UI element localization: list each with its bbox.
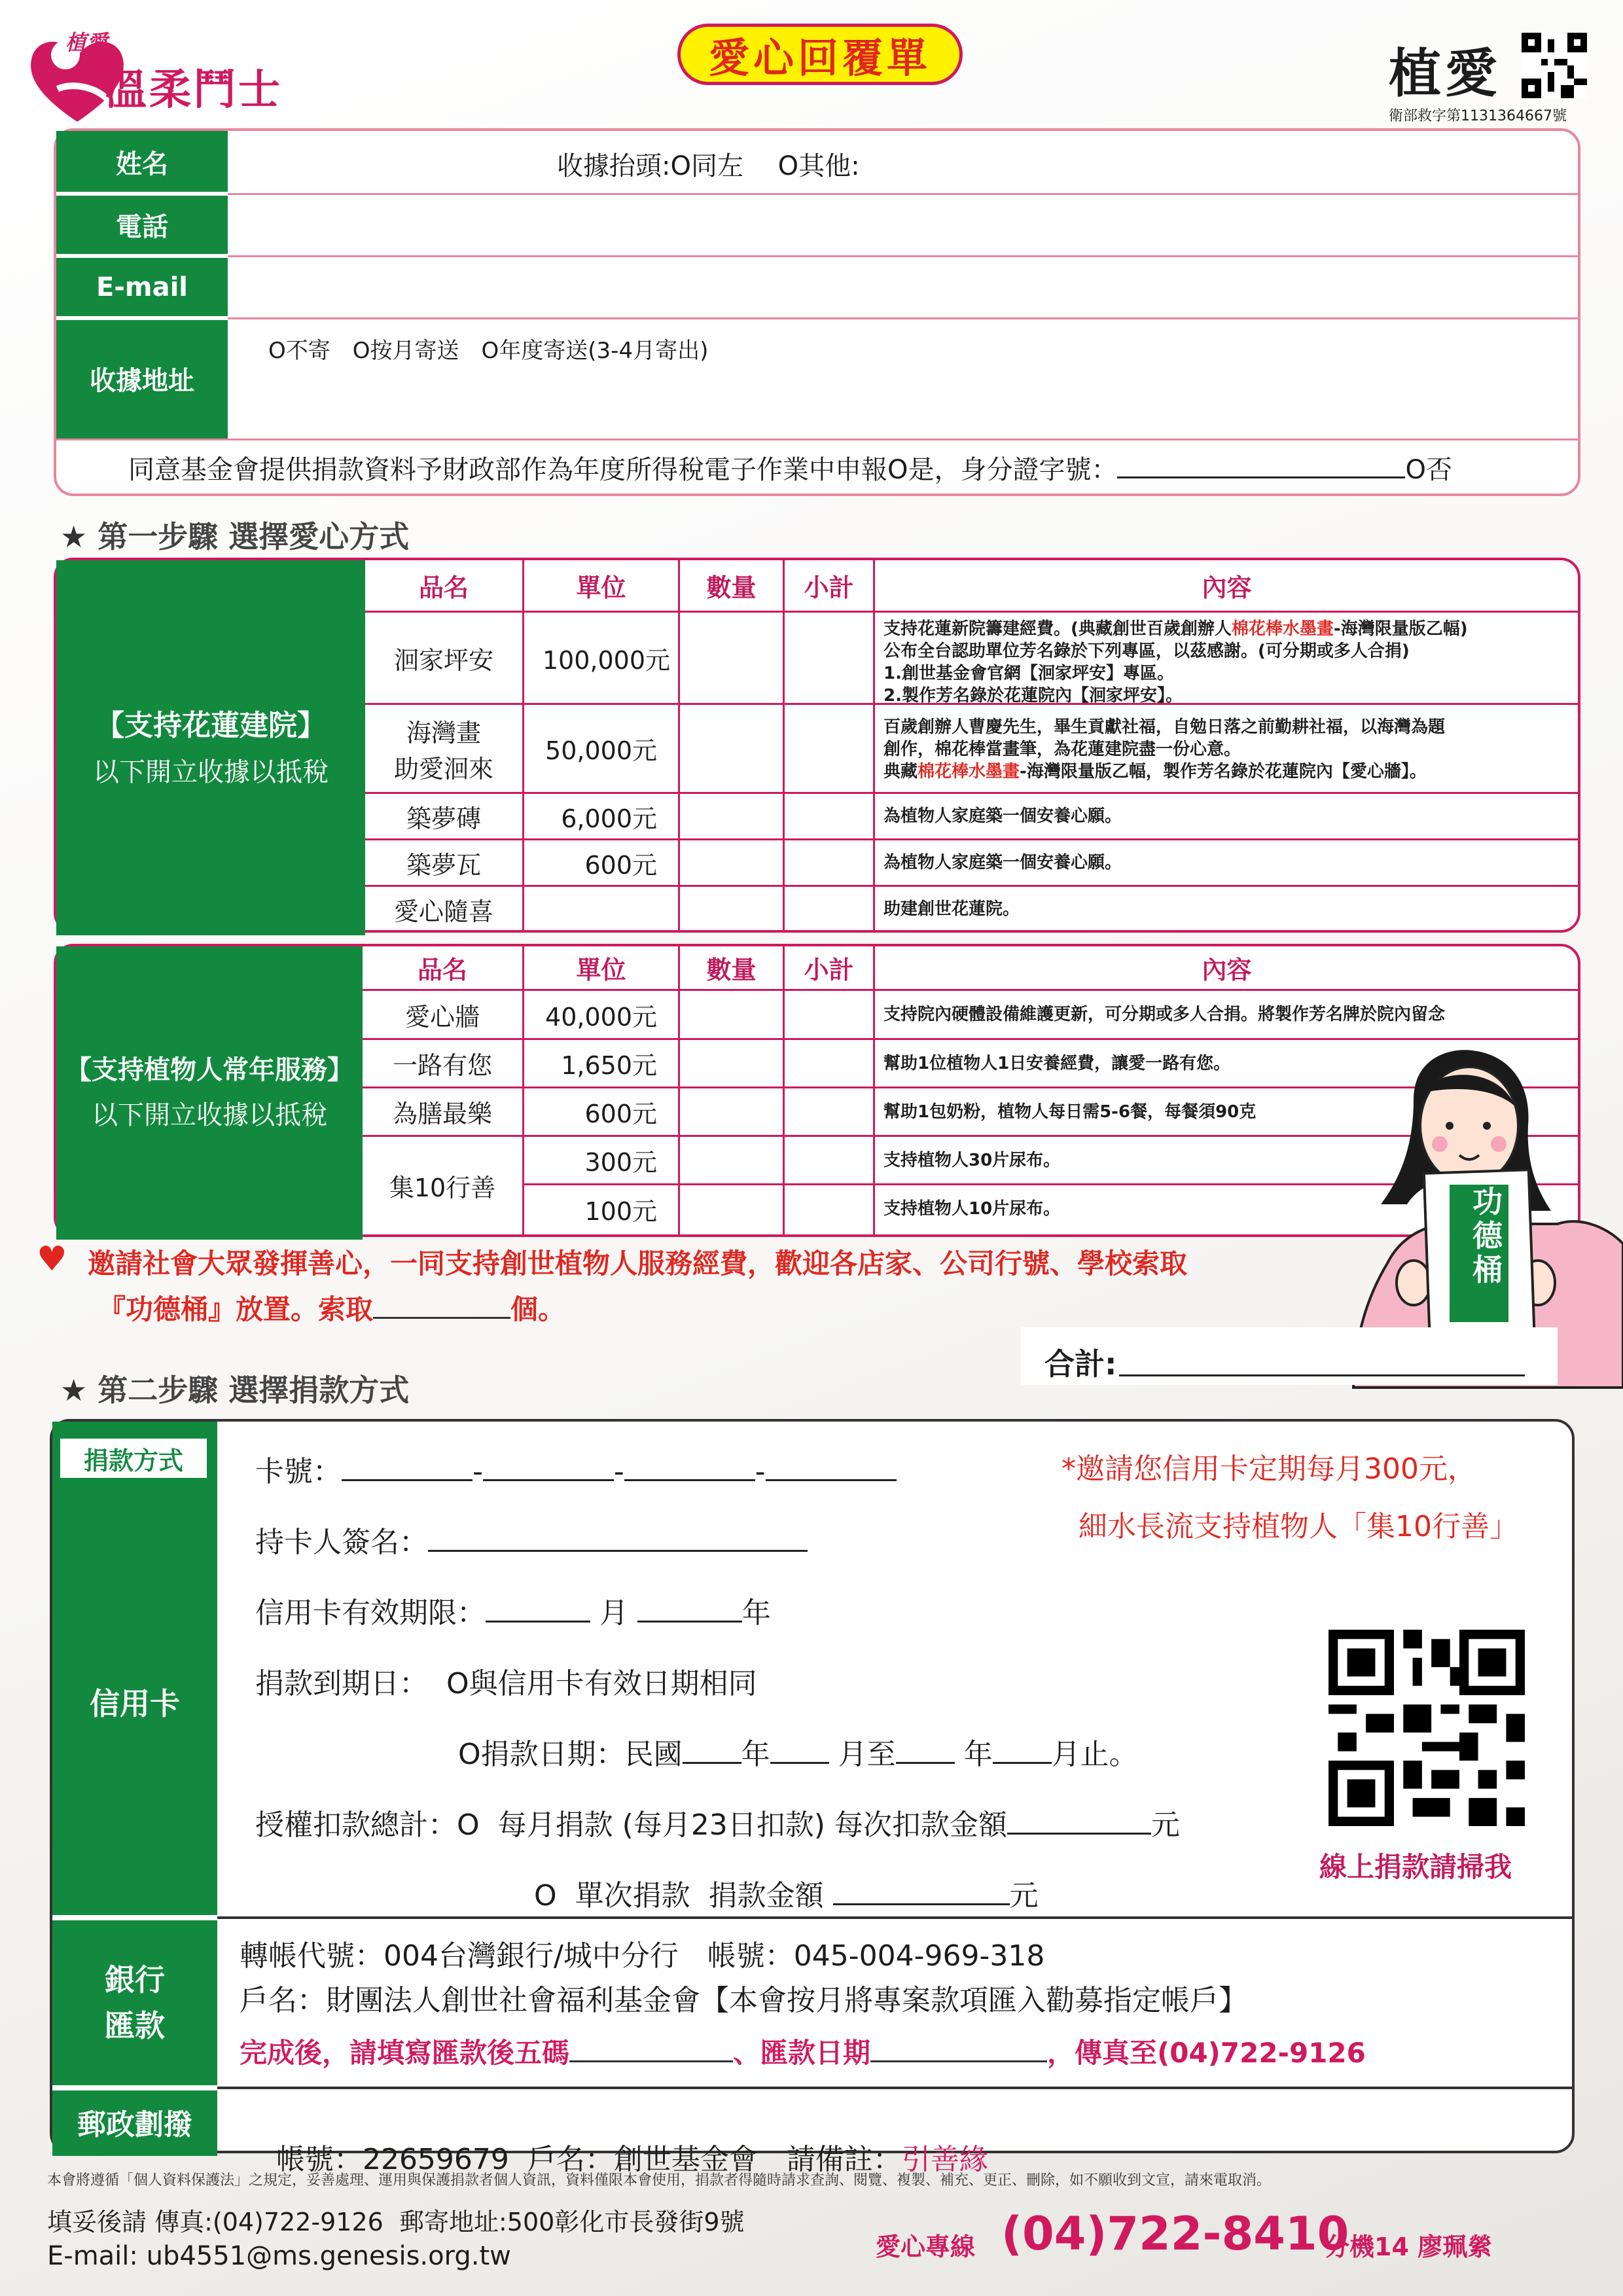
header-qty: 數量 [706,573,757,602]
item-unit: 6,000元 [561,804,657,833]
header-unit: 單位 [576,956,626,984]
item-unit: 100元 [584,1196,657,1226]
email-field[interactable] [230,257,1578,317]
card-number-row: 卡號： - - - [255,1448,897,1490]
content-text: 2.製作芳名錄於花蓮院內【洄家坪安】。 [883,686,1183,706]
until-end-month-field[interactable] [993,1740,1052,1764]
star-icon: ★ [60,1372,88,1408]
promo-line2: 細水長流支持植物人「集10行善」 [1079,1510,1518,1543]
section2-label [56,946,363,1234]
until-date-label: O捐款日期：民國 [458,1738,683,1771]
hotline-number: (04)722-8410 [1001,2207,1349,2261]
bank-label-line2: 匯款 [105,2008,165,2043]
step1-title-text: 第一步驟 選擇愛心方式 [98,519,410,554]
step2-title-text: 第二步驟 選擇捐款方式 [98,1372,410,1408]
holder-signature-field[interactable] [428,1528,808,1552]
item-name: 集10行善 [389,1173,496,1202]
qty-field[interactable] [680,1040,783,1086]
privacy-notice: 本會將遵循「個人資料保護法」之規定，妥善處理、運用與保護捐款者個人資訊，資料僅限本會使用，捐款者得隨時請求查詢、閱覽、複製、補充、更正、刪除，如不願收到文宣，請來電取消。 [47,2172,1272,2189]
content-text: 支持花蓮新院籌建經費。(典藏創世百歲創辦人 [883,619,1232,639]
item-name: 築夢瓦 [406,850,481,880]
qty-field[interactable] [680,887,783,931]
section2-label-line1: 【支持植物人常年服務】 [65,1055,353,1085]
qr-label: 線上捐款請掃我 [1319,1851,1512,1883]
subtotal-field[interactable] [785,794,873,838]
address-options[interactable]: O不寄 O按月寄送 O年度寄送(3-4月寄出) [268,338,709,364]
item-content: 幫助1包奶粉，植物人每日需5-6餐，每餐須90克 [883,1102,1257,1122]
item-name: 愛心牆 [404,1002,480,1031]
page-title-text: 愛心回覆單 [708,33,931,82]
item-unit: 300元 [584,1148,657,1177]
item-unit: 1,650元 [561,1051,657,1080]
item-unit: 40,000元 [545,1002,657,1031]
tax-consent [128,449,1452,486]
tax-consent-no[interactable]: O否 [1405,455,1452,485]
header-name: 品名 [418,573,469,602]
remit-date-field[interactable] [870,2038,1047,2062]
remit-text: 完成後，請填寫匯款後五碼 [240,2037,570,2069]
header-subtotal: 小計 [804,956,854,984]
section1-label-line2: 以下開立收據以抵稅 [93,757,329,787]
monthly-amount-field[interactable] [1007,1810,1151,1835]
yuan-label: 元 [1009,1879,1039,1912]
invite-line2 [98,1288,565,1327]
until-end-year-field[interactable] [896,1740,955,1764]
postal-label: 郵政劃撥 [77,2108,192,2142]
content-text: 公布全台認助單位芳名錄於下列專區，以茲感謝。(可分期或多人合捐) [883,641,1410,661]
invite-line2-text: 『功德桶』放置。索取 [98,1293,374,1325]
item-name [365,705,522,792]
subtotal-field[interactable] [785,887,873,931]
expiry-month-field[interactable] [486,1598,590,1623]
promo-line1: *邀請您信用卡定期每月300元， [1061,1452,1476,1486]
subtotal-field[interactable] [785,1088,873,1135]
section1-label [56,560,365,930]
phone-label: 電話 [116,212,168,242]
content-text: -海灣限量版乙幅，製作芳名錄於花蓮院內【愛心牆】。 [1020,762,1427,781]
total-field[interactable] [1119,1374,1525,1376]
until-year-label: 年 [963,1738,993,1771]
item-content: 為植物人家庭築一個安養心願。 [883,853,1122,872]
total-label: 合計: [1044,1346,1117,1382]
item-content [883,618,1577,707]
name-field[interactable] [230,131,1578,193]
logo [25,24,300,128]
expiry-label: 信用卡有效期限： [255,1596,486,1630]
header-content: 內容 [1202,956,1252,984]
expiry-year-field[interactable] [637,1598,742,1623]
qty-field[interactable] [680,1088,783,1135]
receipt-title-option[interactable]: 收據抬頭:O同左 O其他: [557,151,860,181]
step2-title [60,1367,409,1410]
name-label: 姓名 [116,149,168,179]
until-option-same[interactable]: 捐款到期日： O與信用卡有效日期相同 [255,1667,757,1700]
item-name: 為膳最樂 [392,1100,492,1128]
auth-monthly-option[interactable] [255,1801,1180,1843]
donation-qr-code-icon[interactable] [1329,1630,1525,1826]
item-name: 愛心隨喜 [393,897,493,926]
heart-icon: ♥ [37,1240,67,1279]
postal-text: 帳號：22659679 戶名：創世基金會 請備註： [276,2143,902,2176]
bank-remit-instruction [240,2032,1366,2071]
top-right-brand: 植愛 [1389,43,1501,104]
subtotal-field[interactable] [785,1040,873,1086]
content-text: 1.創世基金會官網【洄家坪安】專區。 [883,664,1174,683]
item-content: 幫助1位植物人1日安養經費，讓愛一路有您。 [883,1053,1231,1073]
subtotal-field[interactable] [785,613,873,703]
invite-line2-end: 個。 [510,1293,566,1325]
holder-row [255,1518,808,1560]
item-unit: 50,000元 [545,736,657,765]
content-text: 百歲創辦人曹慶先生，畢生貢獻社福，自勉日落之前勤耕社福，以海灣為題 [883,717,1446,737]
star-icon: ★ [60,519,88,554]
hotline-extension: 分機14 廖珮縈 [1325,2233,1493,2261]
expiry-year-label: 年 [742,1596,771,1630]
qty-field[interactable] [680,1185,783,1232]
item-name: 洄家坪安 [393,645,493,675]
phone-field[interactable] [230,195,1578,255]
item-unit [524,887,678,931]
item-name-line2: 助愛洄來 [393,754,493,783]
header-unit: 單位 [576,573,626,602]
item-unit: 600元 [584,1100,657,1128]
content-highlight: 棉花棒水墨畫 [1231,619,1334,639]
section1-label-line1: 【支持花蓮建院】 [96,709,326,742]
content-text: 典藏 [883,762,918,781]
bank-label-line1: 銀行 [105,1962,165,1998]
expiry-month-label: 月 [599,1596,628,1630]
item-unit: 100,000元 [542,645,670,675]
hotline-label: 愛心專線 [876,2233,976,2261]
header-content: 內容 [1202,573,1252,602]
auth-single-label: O 單次捐款 捐款金額 [534,1879,824,1912]
holder-label: 持卡人簽名： [255,1526,428,1559]
invite-line1: 邀請社會大眾發揮善心，一同支持創世植物人服務經費，歡迎各店家、公司行號、學校索取 [88,1247,1188,1280]
step1-title [60,513,409,556]
remit-last5-field[interactable] [569,2038,733,2062]
until-year-label: 年 [741,1738,770,1771]
info-section [54,128,1580,496]
license-number: 衛部救字第1131364667號 [1389,108,1567,124]
subtotal-field[interactable] [785,1137,873,1183]
header-name: 品名 [417,956,467,984]
content-text: 創作，棉花棒當畫筆，為花蓮建院盡一份心意。 [883,740,1241,759]
page-title [677,24,963,85]
postal-note: 引善緣 [901,2143,988,2176]
until-start-year-field[interactable] [683,1740,741,1764]
remit-text: ，傳真至(04)722-9126 [1047,2037,1366,2069]
auth-single-option[interactable] [534,1872,1039,1914]
until-start-month-field[interactable] [770,1740,829,1764]
email-label: E-mail [96,272,188,302]
expiry-row [255,1589,771,1631]
item-content: 為植物人家庭築一個安養心願。 [883,806,1122,826]
section1-table [54,558,1580,933]
single-amount-field[interactable] [833,1881,1010,1905]
total-box [1021,1327,1558,1385]
until-end-label: 月止。 [1051,1738,1138,1771]
item-content: 支持植物人30片尿布。 [883,1150,1061,1170]
item-content: 助建創世花蓮院。 [883,899,1020,919]
qty-field[interactable] [680,991,783,1038]
contact-email: E-mail: ub4551@ms.genesis.org.tw [47,2241,511,2271]
header-qty: 數量 [706,956,757,984]
item-unit: 600元 [584,850,657,880]
item-content: 支持院內硬體設備維護更新，可分期或多人合捐。將製作芳名牌於院內留念 [883,1005,1446,1024]
bank-account-info: 轉帳代號：004台灣銀行/城中分行 帳號：045-004-969-318 [240,1939,1045,1973]
qty-field[interactable] [680,705,783,792]
yuan-label: 元 [1150,1808,1180,1842]
qty-field[interactable] [680,1137,783,1183]
card-number-field-1[interactable] [342,1457,473,1481]
postal-info [240,2102,988,2211]
address-label: 收據地址 [90,366,194,396]
subtotal-field[interactable] [785,840,873,885]
remit-text: 、匯款日期 [733,2037,871,2069]
until-option-date[interactable] [458,1731,1138,1772]
logo-main-text: 溫柔鬥士 [105,66,283,115]
content-highlight: 棉花棒水墨畫 [918,762,1020,781]
section2-label-line2: 以下開立收據以抵稅 [92,1100,327,1130]
subtotal-field[interactable] [785,705,873,792]
card-number-field-4[interactable] [766,1457,897,1481]
item-content [883,716,1577,783]
logo-small-text: 植愛 [65,30,108,55]
item-name: 一路有您 [392,1051,492,1080]
card-number-label: 卡號： [255,1455,342,1488]
qty-field[interactable] [680,794,783,838]
card-number-field-2[interactable] [483,1457,614,1481]
auth-monthly-label: 授權扣款總計：O 每月捐款 (每月23日扣款) 每次扣款金額 [255,1808,1007,1842]
qty-field[interactable] [680,613,783,703]
payment-section [50,1419,1575,2176]
item-name: 築夢磚 [406,804,481,833]
contact-line1: 填妥後請 傳真:(04)722-9126 郵寄地址:500彰化市長發街9號 [47,2208,745,2236]
item-name-line1: 海灣畫 [406,718,481,747]
bucket-count-field[interactable] [373,1295,510,1319]
bank-label [52,1920,217,2085]
item-content: 支持植物人10片尿布。 [883,1199,1061,1219]
id-number-field[interactable] [1117,454,1405,478]
credit-card-label: 信用卡 [90,1686,180,1721]
method-label: 捐款方式 [60,1439,207,1478]
subtotal-field[interactable] [785,1185,873,1232]
tax-consent-text: 同意基金會提供捐款資料予財政部作為年度所得稅電子作業中申報O是，身分證字號： [128,455,1118,485]
qty-field[interactable] [680,840,783,885]
qr-code-icon [1522,33,1587,98]
card-number-field-3[interactable] [624,1457,755,1481]
bucket-label: 功德桶 [1472,1184,1503,1287]
subtotal-field[interactable] [785,991,873,1038]
header-subtotal: 小計 [804,573,854,602]
content-text: -海灣限量版乙幅) [1333,619,1468,639]
bank-account-name: 戶名：財團法人創世社會福利基金會【本會按月將專案款項匯入勸募指定帳戶】 [240,1984,1247,2017]
until-month-to-label: 月至 [838,1738,896,1771]
